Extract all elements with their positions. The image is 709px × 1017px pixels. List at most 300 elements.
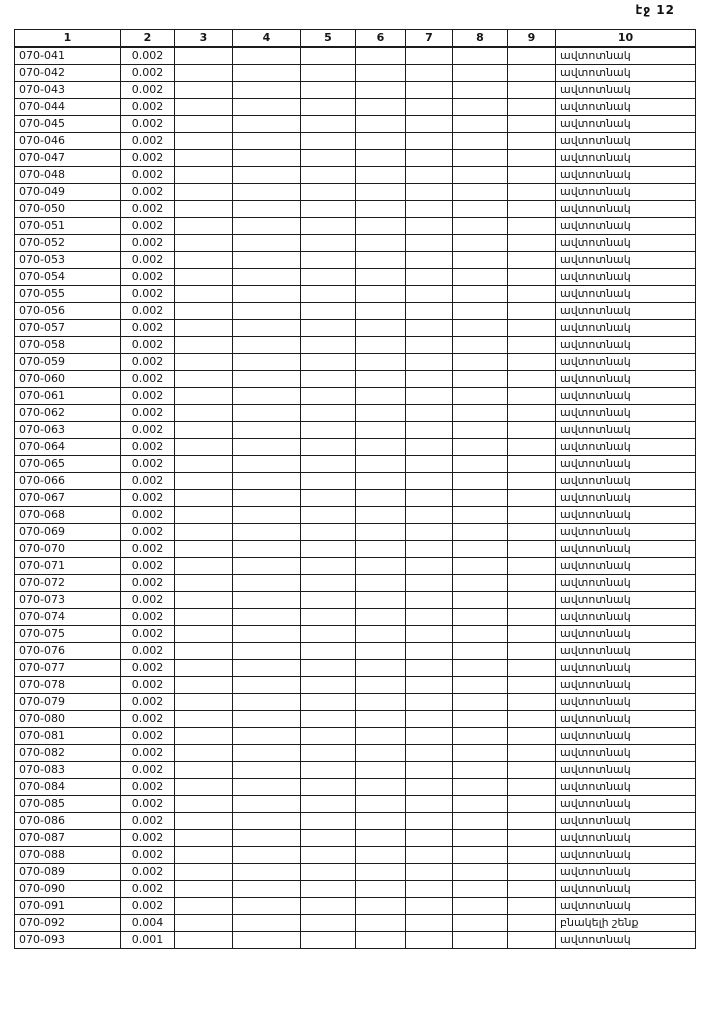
empty-cell bbox=[508, 439, 556, 456]
empty-cell bbox=[175, 354, 233, 371]
empty-cell bbox=[301, 82, 356, 99]
empty-cell bbox=[175, 201, 233, 218]
empty-cell bbox=[406, 65, 453, 82]
empty-cell bbox=[453, 813, 508, 830]
table-row bbox=[15, 660, 696, 677]
note-cell: ավտոտնակ bbox=[556, 388, 696, 405]
empty-cell bbox=[356, 269, 406, 286]
empty-cell bbox=[406, 320, 453, 337]
empty-cell bbox=[406, 847, 453, 864]
empty-cell bbox=[508, 558, 556, 575]
empty-cell bbox=[406, 47, 453, 65]
empty-cell bbox=[406, 728, 453, 745]
empty-cell bbox=[508, 405, 556, 422]
empty-cell bbox=[175, 609, 233, 626]
empty-cell bbox=[175, 184, 233, 201]
value-cell: 0.002 bbox=[121, 609, 175, 626]
empty-cell bbox=[356, 371, 406, 388]
value-cell: 0.002 bbox=[121, 218, 175, 235]
empty-cell bbox=[356, 779, 406, 796]
value-cell: 0.002 bbox=[121, 507, 175, 524]
code-cell: 070-065 bbox=[15, 456, 121, 473]
value-cell: 0.002 bbox=[121, 47, 175, 65]
empty-cell bbox=[508, 796, 556, 813]
empty-cell bbox=[233, 286, 301, 303]
empty-cell bbox=[233, 337, 301, 354]
value-cell: 0.002 bbox=[121, 813, 175, 830]
note-cell: ավտոտնակ bbox=[556, 337, 696, 354]
note-cell: ավտոտնակ bbox=[556, 490, 696, 507]
empty-cell bbox=[301, 490, 356, 507]
empty-cell bbox=[508, 150, 556, 167]
code-cell: 070-092 bbox=[15, 915, 121, 932]
empty-cell bbox=[175, 541, 233, 558]
code-cell: 070-060 bbox=[15, 371, 121, 388]
note-cell: ավտոտնակ bbox=[556, 745, 696, 762]
empty-cell bbox=[233, 133, 301, 150]
empty-cell bbox=[508, 660, 556, 677]
empty-cell bbox=[233, 762, 301, 779]
table-row bbox=[15, 779, 696, 796]
empty-cell bbox=[175, 47, 233, 65]
empty-cell bbox=[175, 677, 233, 694]
empty-cell bbox=[233, 932, 301, 949]
empty-cell bbox=[233, 524, 301, 541]
value-cell: 0.002 bbox=[121, 898, 175, 915]
empty-cell bbox=[356, 133, 406, 150]
empty-cell bbox=[406, 796, 453, 813]
table-row bbox=[15, 99, 696, 116]
empty-cell bbox=[406, 422, 453, 439]
empty-cell bbox=[453, 779, 508, 796]
table-row bbox=[15, 592, 696, 609]
empty-cell bbox=[356, 694, 406, 711]
empty-cell bbox=[406, 354, 453, 371]
code-cell: 070-061 bbox=[15, 388, 121, 405]
table-row bbox=[15, 456, 696, 473]
empty-cell bbox=[175, 235, 233, 252]
empty-cell bbox=[175, 490, 233, 507]
empty-cell bbox=[301, 303, 356, 320]
empty-cell bbox=[233, 592, 301, 609]
empty-cell bbox=[453, 150, 508, 167]
empty-cell bbox=[233, 558, 301, 575]
table-row bbox=[15, 235, 696, 252]
value-cell: 0.002 bbox=[121, 575, 175, 592]
empty-cell bbox=[508, 422, 556, 439]
data-table bbox=[14, 29, 696, 949]
note-cell: ավտոտնակ bbox=[556, 269, 696, 286]
empty-cell bbox=[175, 660, 233, 677]
empty-cell bbox=[356, 677, 406, 694]
empty-cell bbox=[356, 932, 406, 949]
empty-cell bbox=[508, 524, 556, 541]
empty-cell bbox=[406, 813, 453, 830]
empty-cell bbox=[175, 65, 233, 82]
table-row bbox=[15, 864, 696, 881]
empty-cell bbox=[233, 779, 301, 796]
code-cell: 070-075 bbox=[15, 626, 121, 643]
empty-cell bbox=[356, 592, 406, 609]
empty-cell bbox=[453, 82, 508, 99]
empty-cell bbox=[453, 167, 508, 184]
table-row bbox=[15, 201, 696, 218]
empty-cell bbox=[356, 490, 406, 507]
empty-cell bbox=[453, 388, 508, 405]
note-cell: ավտոտնակ bbox=[556, 660, 696, 677]
empty-cell bbox=[301, 864, 356, 881]
empty-cell bbox=[453, 490, 508, 507]
empty-cell bbox=[508, 337, 556, 354]
empty-cell bbox=[356, 847, 406, 864]
code-cell: 070-079 bbox=[15, 694, 121, 711]
empty-cell bbox=[453, 898, 508, 915]
table-row bbox=[15, 422, 696, 439]
empty-cell bbox=[453, 473, 508, 490]
empty-cell bbox=[356, 745, 406, 762]
empty-cell bbox=[406, 490, 453, 507]
note-cell: ավտոտնակ bbox=[556, 864, 696, 881]
empty-cell bbox=[233, 439, 301, 456]
empty-cell bbox=[356, 337, 406, 354]
empty-cell bbox=[301, 388, 356, 405]
code-cell: 070-048 bbox=[15, 167, 121, 184]
empty-cell bbox=[356, 456, 406, 473]
empty-cell bbox=[233, 898, 301, 915]
empty-cell bbox=[301, 473, 356, 490]
empty-cell bbox=[508, 881, 556, 898]
empty-cell bbox=[233, 881, 301, 898]
empty-cell bbox=[175, 473, 233, 490]
empty-cell bbox=[301, 252, 356, 269]
column-header: 7 bbox=[406, 30, 453, 48]
empty-cell bbox=[356, 405, 406, 422]
empty-cell bbox=[175, 320, 233, 337]
table-row bbox=[15, 286, 696, 303]
code-cell: 070-083 bbox=[15, 762, 121, 779]
empty-cell bbox=[508, 762, 556, 779]
empty-cell bbox=[508, 167, 556, 184]
empty-cell bbox=[508, 371, 556, 388]
empty-cell bbox=[453, 354, 508, 371]
empty-cell bbox=[453, 99, 508, 116]
empty-cell bbox=[508, 643, 556, 660]
empty-cell bbox=[175, 745, 233, 762]
value-cell: 0.002 bbox=[121, 337, 175, 354]
empty-cell bbox=[301, 269, 356, 286]
code-cell: 070-053 bbox=[15, 252, 121, 269]
code-cell: 070-090 bbox=[15, 881, 121, 898]
column-header: 4 bbox=[233, 30, 301, 48]
note-cell: ավտոտնակ bbox=[556, 541, 696, 558]
column-header: 2 bbox=[121, 30, 175, 48]
empty-cell bbox=[406, 286, 453, 303]
empty-cell bbox=[175, 82, 233, 99]
empty-cell bbox=[406, 575, 453, 592]
empty-cell bbox=[233, 507, 301, 524]
empty-cell bbox=[301, 235, 356, 252]
empty-cell bbox=[233, 320, 301, 337]
code-cell: 070-070 bbox=[15, 541, 121, 558]
empty-cell bbox=[356, 541, 406, 558]
empty-cell bbox=[356, 184, 406, 201]
empty-cell bbox=[301, 99, 356, 116]
empty-cell bbox=[233, 609, 301, 626]
empty-cell bbox=[508, 286, 556, 303]
code-cell: 070-080 bbox=[15, 711, 121, 728]
note-cell: ավտոտնակ bbox=[556, 235, 696, 252]
empty-cell bbox=[453, 320, 508, 337]
code-cell: 070-062 bbox=[15, 405, 121, 422]
note-cell: ավտոտնակ bbox=[556, 320, 696, 337]
empty-cell bbox=[301, 881, 356, 898]
note-cell: ավտոտնակ bbox=[556, 184, 696, 201]
empty-cell bbox=[406, 99, 453, 116]
empty-cell bbox=[508, 898, 556, 915]
note-cell: ավտոտնակ bbox=[556, 847, 696, 864]
value-cell: 0.002 bbox=[121, 133, 175, 150]
empty-cell bbox=[356, 150, 406, 167]
empty-cell bbox=[356, 47, 406, 65]
empty-cell bbox=[233, 847, 301, 864]
empty-cell bbox=[233, 864, 301, 881]
empty-cell bbox=[406, 184, 453, 201]
table-row bbox=[15, 473, 696, 490]
value-cell: 0.002 bbox=[121, 320, 175, 337]
table-row bbox=[15, 762, 696, 779]
empty-cell bbox=[453, 864, 508, 881]
empty-cell bbox=[175, 830, 233, 847]
empty-cell bbox=[175, 116, 233, 133]
empty-cell bbox=[508, 65, 556, 82]
empty-cell bbox=[175, 303, 233, 320]
empty-cell bbox=[301, 813, 356, 830]
empty-cell bbox=[356, 898, 406, 915]
value-cell: 0.002 bbox=[121, 269, 175, 286]
note-cell: ավտոտնակ bbox=[556, 813, 696, 830]
empty-cell bbox=[453, 65, 508, 82]
empty-cell bbox=[508, 235, 556, 252]
empty-cell bbox=[175, 558, 233, 575]
note-cell: ավտոտնակ bbox=[556, 371, 696, 388]
empty-cell bbox=[233, 541, 301, 558]
empty-cell bbox=[406, 82, 453, 99]
code-cell: 070-071 bbox=[15, 558, 121, 575]
empty-cell bbox=[453, 269, 508, 286]
table-row bbox=[15, 116, 696, 133]
column-header: 9 bbox=[508, 30, 556, 48]
empty-cell bbox=[453, 286, 508, 303]
empty-cell bbox=[453, 643, 508, 660]
empty-cell bbox=[356, 711, 406, 728]
empty-cell bbox=[301, 133, 356, 150]
empty-cell bbox=[406, 558, 453, 575]
empty-cell bbox=[406, 541, 453, 558]
table-row bbox=[15, 218, 696, 235]
value-cell: 0.002 bbox=[121, 490, 175, 507]
note-cell: ավտոտնակ bbox=[556, 694, 696, 711]
empty-cell bbox=[453, 337, 508, 354]
empty-cell bbox=[406, 626, 453, 643]
column-header: 1 bbox=[15, 30, 121, 48]
empty-cell bbox=[175, 405, 233, 422]
empty-cell bbox=[356, 422, 406, 439]
note-cell: ավտոտնակ bbox=[556, 456, 696, 473]
empty-cell bbox=[233, 218, 301, 235]
table-row bbox=[15, 150, 696, 167]
table-row bbox=[15, 932, 696, 949]
value-cell: 0.002 bbox=[121, 405, 175, 422]
empty-cell bbox=[356, 813, 406, 830]
empty-cell bbox=[356, 252, 406, 269]
empty-cell bbox=[356, 235, 406, 252]
empty-cell bbox=[233, 473, 301, 490]
empty-cell bbox=[406, 762, 453, 779]
empty-cell bbox=[453, 728, 508, 745]
empty-cell bbox=[406, 779, 453, 796]
value-cell: 0.002 bbox=[121, 473, 175, 490]
empty-cell bbox=[175, 337, 233, 354]
empty-cell bbox=[301, 558, 356, 575]
empty-cell bbox=[301, 218, 356, 235]
table-row bbox=[15, 643, 696, 660]
empty-cell bbox=[508, 354, 556, 371]
empty-cell bbox=[301, 660, 356, 677]
empty-cell bbox=[406, 150, 453, 167]
empty-cell bbox=[453, 677, 508, 694]
empty-cell bbox=[175, 813, 233, 830]
code-cell: 070-055 bbox=[15, 286, 121, 303]
empty-cell bbox=[175, 932, 233, 949]
empty-cell bbox=[356, 609, 406, 626]
note-cell: ավտոտնակ bbox=[556, 99, 696, 116]
note-cell: ավտոտնակ bbox=[556, 711, 696, 728]
empty-cell bbox=[453, 252, 508, 269]
table-row bbox=[15, 82, 696, 99]
note-cell: բնակելի շենք bbox=[556, 915, 696, 932]
table-row bbox=[15, 507, 696, 524]
code-cell: 070-051 bbox=[15, 218, 121, 235]
note-cell: ավտոտնակ bbox=[556, 898, 696, 915]
table-row bbox=[15, 320, 696, 337]
note-cell: ավտոտնակ bbox=[556, 796, 696, 813]
empty-cell bbox=[175, 898, 233, 915]
code-cell: 070-072 bbox=[15, 575, 121, 592]
empty-cell bbox=[301, 65, 356, 82]
empty-cell bbox=[175, 796, 233, 813]
note-cell: ավտոտնակ bbox=[556, 354, 696, 371]
value-cell: 0.002 bbox=[121, 626, 175, 643]
empty-cell bbox=[233, 745, 301, 762]
code-cell: 070-077 bbox=[15, 660, 121, 677]
empty-cell bbox=[406, 337, 453, 354]
empty-cell bbox=[356, 473, 406, 490]
value-cell: 0.002 bbox=[121, 847, 175, 864]
table-row bbox=[15, 252, 696, 269]
value-cell: 0.002 bbox=[121, 660, 175, 677]
empty-cell bbox=[453, 456, 508, 473]
empty-cell bbox=[301, 422, 356, 439]
value-cell: 0.002 bbox=[121, 745, 175, 762]
value-cell: 0.002 bbox=[121, 422, 175, 439]
note-cell: ավտոտնակ bbox=[556, 218, 696, 235]
table-row bbox=[15, 269, 696, 286]
code-cell: 070-059 bbox=[15, 354, 121, 371]
note-cell: ավտոտնակ bbox=[556, 592, 696, 609]
note-cell: ավտոտնակ bbox=[556, 626, 696, 643]
empty-cell bbox=[356, 354, 406, 371]
code-cell: 070-058 bbox=[15, 337, 121, 354]
empty-cell bbox=[508, 932, 556, 949]
table-row bbox=[15, 558, 696, 575]
table-row bbox=[15, 167, 696, 184]
empty-cell bbox=[453, 558, 508, 575]
empty-cell bbox=[406, 609, 453, 626]
code-cell: 070-050 bbox=[15, 201, 121, 218]
code-cell: 070-056 bbox=[15, 303, 121, 320]
empty-cell bbox=[356, 303, 406, 320]
note-cell: ավտոտնակ bbox=[556, 303, 696, 320]
empty-cell bbox=[175, 643, 233, 660]
empty-cell bbox=[356, 218, 406, 235]
page-number-label: էջ 12 bbox=[635, 3, 675, 17]
table-row bbox=[15, 745, 696, 762]
note-cell: ավտոտնակ bbox=[556, 728, 696, 745]
empty-cell bbox=[233, 575, 301, 592]
table-row bbox=[15, 796, 696, 813]
note-cell: ավտոտնակ bbox=[556, 150, 696, 167]
empty-cell bbox=[508, 864, 556, 881]
code-cell: 070-044 bbox=[15, 99, 121, 116]
empty-cell bbox=[175, 218, 233, 235]
table-row bbox=[15, 677, 696, 694]
value-cell: 0.002 bbox=[121, 439, 175, 456]
empty-cell bbox=[301, 915, 356, 932]
empty-cell bbox=[453, 915, 508, 932]
empty-cell bbox=[175, 507, 233, 524]
empty-cell bbox=[233, 150, 301, 167]
table-row bbox=[15, 626, 696, 643]
value-cell: 0.002 bbox=[121, 864, 175, 881]
empty-cell bbox=[453, 609, 508, 626]
empty-cell bbox=[508, 133, 556, 150]
code-cell: 070-067 bbox=[15, 490, 121, 507]
empty-cell bbox=[406, 252, 453, 269]
code-cell: 070-073 bbox=[15, 592, 121, 609]
table-header-row bbox=[15, 30, 696, 48]
code-cell: 070-069 bbox=[15, 524, 121, 541]
table-row bbox=[15, 711, 696, 728]
empty-cell bbox=[453, 184, 508, 201]
table-row bbox=[15, 915, 696, 932]
empty-cell bbox=[356, 881, 406, 898]
empty-cell bbox=[356, 507, 406, 524]
empty-cell bbox=[301, 592, 356, 609]
empty-cell bbox=[233, 47, 301, 65]
empty-cell bbox=[233, 456, 301, 473]
empty-cell bbox=[356, 99, 406, 116]
empty-cell bbox=[301, 184, 356, 201]
empty-cell bbox=[406, 218, 453, 235]
value-cell: 0.002 bbox=[121, 116, 175, 133]
empty-cell bbox=[406, 592, 453, 609]
code-cell: 070-046 bbox=[15, 133, 121, 150]
empty-cell bbox=[406, 201, 453, 218]
table-row bbox=[15, 847, 696, 864]
empty-cell bbox=[508, 677, 556, 694]
empty-cell bbox=[508, 47, 556, 65]
empty-cell bbox=[406, 167, 453, 184]
